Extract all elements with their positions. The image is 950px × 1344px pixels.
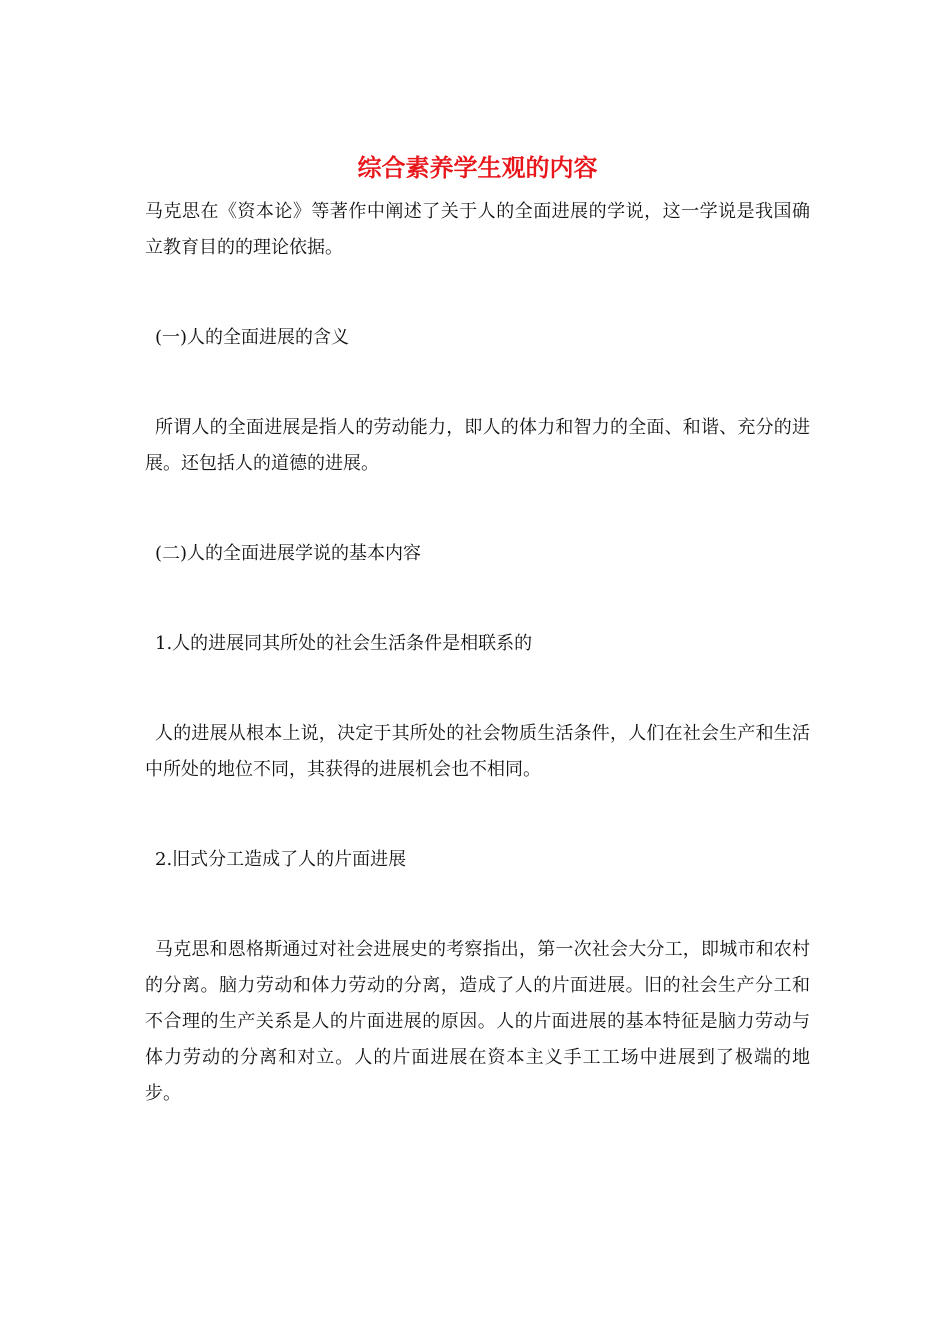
spacer (145, 356, 810, 410)
paragraph-social-conditions: 人的进展从根本上说，决定于其所处的社会物质生活条件，人们在社会生产和生活中所处的地位不同，其获得的进展机会也不相同。 (145, 723, 810, 780)
section-heading-1: (一)人的全面进展的含义 (155, 327, 350, 348)
spacer (145, 266, 810, 320)
paragraph-intro: 马克思在《资本论》等著作中阐述了关于人的全面进展的学说，这一学说是我国确立教育目的的理论依据。 (145, 201, 810, 258)
section-heading-2: (二)人的全面进展学说的基本内容 (155, 543, 422, 564)
spacer (145, 572, 810, 626)
subheading-2: 2.旧式分工造成了人的片面进展 (155, 849, 407, 870)
paragraph-division-of-labor: 马克思和恩格斯通过对社会进展史的考察指出，第一次社会大分工，即城市和农村的分离。脑力劳动和体力劳动的分离，造成了人的片面进展。旧的社会生产分工和不合理的生产关系是人的片面进展的原因。人的片面进展的基本特征是脑力劳动与体力劳动的分离和对立。人的片面进展在资本主义手工工场中进展到了极端的地步。 (145, 939, 810, 1104)
spacer (145, 662, 810, 716)
spacer (145, 878, 810, 932)
document-title: 综合素养学生观的内容 (357, 153, 598, 182)
spacer (145, 788, 810, 842)
spacer (145, 482, 810, 536)
document-body (145, 148, 810, 1112)
subheading-1: 1.人的进展同其所处的社会生活条件是相联系的 (155, 633, 533, 654)
paragraph-definition: 所谓人的全面进展是指人的劳动能力，即人的体力和智力的全面、和谐、充分的进展。还包括人的道德的进展。 (145, 417, 810, 474)
